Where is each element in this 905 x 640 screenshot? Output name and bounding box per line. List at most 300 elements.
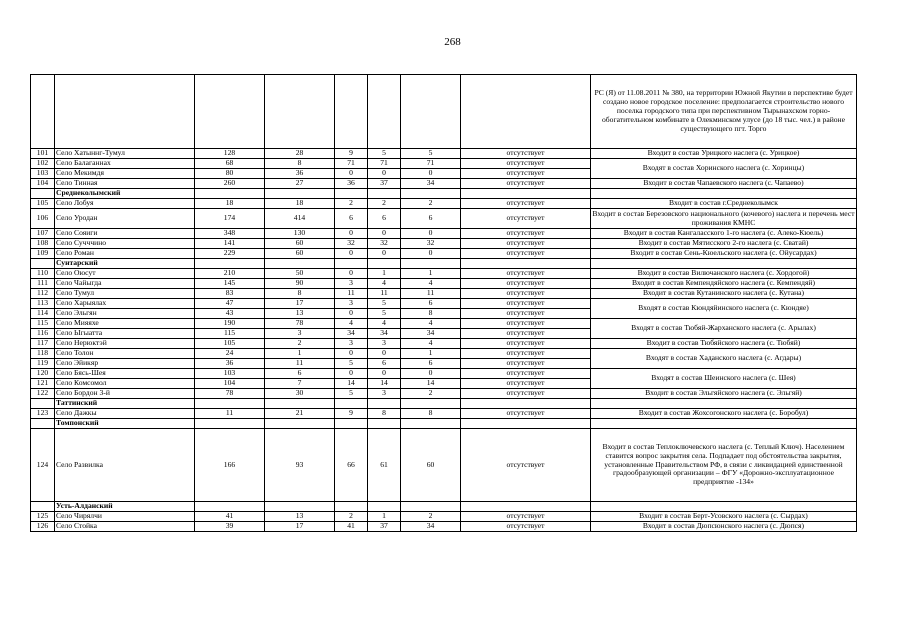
value-cell: 260 [195, 179, 265, 189]
value-cell: 8 [265, 159, 335, 169]
status-cell: отсутствует [461, 179, 591, 189]
region-name: Томпонский [55, 419, 195, 429]
value-cell: 2 [335, 199, 368, 209]
value-cell: 6 [401, 299, 461, 309]
value-cell: 30 [265, 389, 335, 399]
table-row [31, 249, 857, 259]
value-cell: 0 [368, 369, 401, 379]
region-name: Среднеколымский [55, 189, 195, 199]
row-number: 115 [31, 319, 55, 329]
value-cell: 34 [368, 329, 401, 339]
row-number: 118 [31, 349, 55, 359]
region-num-cell [31, 259, 55, 269]
value-cell: 34 [401, 522, 461, 532]
status-cell: отсутствует [461, 339, 591, 349]
affiliation-note: Входит в состав Урицкого наслега (с. Урицкое) [591, 149, 857, 159]
row-number: 126 [31, 522, 55, 532]
value-cell: 0 [368, 229, 401, 239]
table-row [31, 409, 857, 419]
settlement-name: Село Тинная [55, 179, 195, 189]
empty-cell [401, 419, 461, 429]
value-cell: 6 [401, 359, 461, 369]
empty-cell [368, 502, 401, 512]
settlement-name: Село Эльгян [55, 309, 195, 319]
value-cell: 0 [335, 169, 368, 179]
affiliation-note: Входит в состав Кутанинского наслега (с. Кутана) [591, 289, 857, 299]
value-cell: 11 [368, 289, 401, 299]
region-name: Усть-Алданский [55, 502, 195, 512]
value-cell: 1 [401, 349, 461, 359]
table-row [31, 199, 857, 209]
status-cell: отсутствует [461, 349, 591, 359]
value-cell: 0 [368, 249, 401, 259]
affiliation-note: Входит в состав Берт-Усовского наслега (с. Сырдах) [591, 512, 857, 522]
settlement-name: Село Тумул [55, 289, 195, 299]
value-cell: 3 [368, 339, 401, 349]
empty-cell [461, 399, 591, 409]
settlement-name: Село Уродан [55, 209, 195, 229]
settlement-name: Село Балаганнах [55, 159, 195, 169]
settlement-name: Село Сучччино [55, 239, 195, 249]
value-cell: 36 [335, 179, 368, 189]
empty-cell [401, 399, 461, 409]
value-cell: 5 [335, 389, 368, 399]
value-cell: 130 [265, 229, 335, 239]
status-cell: отсутствует [461, 309, 591, 319]
value-cell: 17 [265, 522, 335, 532]
row-number: 116 [31, 329, 55, 339]
empty-cell [265, 189, 335, 199]
value-cell: 2 [401, 512, 461, 522]
empty-cell [368, 399, 401, 409]
affiliation-note: Входит в состав Мятисского 2-го наслега (с. Сватай) [591, 239, 857, 249]
page-number: 268 [444, 36, 461, 48]
value-cell: 0 [335, 369, 368, 379]
value-cell: 80 [195, 169, 265, 179]
value-cell: 37 [368, 522, 401, 532]
empty-cell [195, 259, 265, 269]
status-cell: отсутствует [461, 409, 591, 419]
value-cell: 2 [368, 199, 401, 209]
row-number: 111 [31, 279, 55, 289]
settlement-name: Село Бордон 3-й [55, 389, 195, 399]
value-cell: 0 [335, 249, 368, 259]
empty-cell [368, 419, 401, 429]
row-number: 113 [31, 299, 55, 309]
table-row [31, 269, 857, 279]
empty-cell [195, 502, 265, 512]
value-cell: 2 [401, 199, 461, 209]
status-cell: отсутствует [461, 369, 591, 379]
value-cell: 3 [335, 299, 368, 309]
empty-cell [401, 502, 461, 512]
status-cell: отсутствует [461, 522, 591, 532]
empty-cell [368, 189, 401, 199]
status-cell: отсутствует [461, 359, 591, 369]
region-row [31, 259, 857, 269]
value-cell: 141 [195, 239, 265, 249]
value-cell: 34 [335, 329, 368, 339]
region-name: Сунтарский [55, 259, 195, 269]
empty-cell [591, 502, 857, 512]
settlement-name: Село Харыялах [55, 299, 195, 309]
settlement-name: Село Толон [55, 349, 195, 359]
empty-cell [461, 419, 591, 429]
empty-cell [591, 259, 857, 269]
value-cell: 210 [195, 269, 265, 279]
status-cell: отсутствует [461, 239, 591, 249]
affiliation-note: Входят в состав Тюбяй-Жарханского наслега (с. Арылах) [591, 319, 857, 339]
value-cell: 6 [335, 209, 368, 229]
value-cell: 14 [368, 379, 401, 389]
status-cell: отсутствует [461, 429, 591, 502]
table-row [31, 239, 857, 249]
value-cell: 1 [368, 512, 401, 522]
status-cell: отсутствует [461, 379, 591, 389]
status-cell: отсутствует [461, 299, 591, 309]
affiliation-note: Входят в состав Кюндяйинского наслега (с. Кюндяе) [591, 299, 857, 319]
table-row [31, 209, 857, 229]
value-cell: 5 [368, 309, 401, 319]
value-cell: 60 [401, 429, 461, 502]
region-name: Таттинский [55, 399, 195, 409]
value-cell: 14 [335, 379, 368, 389]
row-number: 103 [31, 169, 55, 179]
table-row [31, 159, 857, 169]
value-cell: 5 [401, 149, 461, 159]
value-cell: 0 [401, 169, 461, 179]
table-body [31, 75, 857, 532]
row-number: 101 [31, 149, 55, 159]
table-row-top [31, 75, 857, 149]
value-cell: 0 [335, 349, 368, 359]
status-cell: отсутствует [461, 149, 591, 159]
value-cell: 43 [195, 309, 265, 319]
affiliation-note: Входит в состав г.Среднеколымск [591, 199, 857, 209]
status-cell: отсутствует [461, 229, 591, 239]
region-num-cell [31, 399, 55, 409]
table-row [31, 229, 857, 239]
settlement-name: Село Стойка [55, 522, 195, 532]
status-cell: отсутствует [461, 279, 591, 289]
status-cell: отсутствует [461, 169, 591, 179]
table-row [31, 319, 857, 329]
region-row [31, 399, 857, 409]
settlement-name: Село Развилка [55, 429, 195, 502]
empty-cell [461, 502, 591, 512]
value-cell: 3 [335, 279, 368, 289]
value-cell: 0 [368, 169, 401, 179]
empty-cell [591, 419, 857, 429]
status-cell: отсутствует [461, 329, 591, 339]
value-cell: 66 [335, 429, 368, 502]
value-cell: 2 [335, 512, 368, 522]
value-cell: 4 [401, 279, 461, 289]
value-cell: 24 [195, 349, 265, 359]
empty-cell [461, 259, 591, 269]
value-cell: 18 [195, 199, 265, 209]
affiliation-note: Входит в состав Березовского национального (кочевого) наслега и перечень мест проживания КМНС [592, 208, 855, 227]
row-number: 120 [31, 369, 55, 379]
value-cell: 41 [195, 512, 265, 522]
value-cell: 4 [401, 339, 461, 349]
status-cell: отсутствует [461, 512, 591, 522]
value-cell: 0 [335, 229, 368, 239]
value-cell: 9 [335, 149, 368, 159]
table-row [31, 289, 857, 299]
value-cell: 34 [401, 329, 461, 339]
value-cell: 71 [368, 159, 401, 169]
row-number: 123 [31, 409, 55, 419]
value-cell: 32 [335, 239, 368, 249]
empty-cell [335, 399, 368, 409]
value-cell: 6 [265, 369, 335, 379]
value-cell: 36 [195, 359, 265, 369]
table-row [31, 179, 857, 189]
value-cell: 47 [195, 299, 265, 309]
value-cell: 166 [195, 429, 265, 502]
value-cell: 50 [265, 269, 335, 279]
region-row [31, 419, 857, 429]
value-cell: 2 [401, 389, 461, 399]
settlement-name: Село Чирялчи [55, 512, 195, 522]
table-row [31, 339, 857, 349]
value-cell: 11 [335, 289, 368, 299]
table-row [31, 389, 857, 399]
settlement-name: Село Нерюктэй [55, 339, 195, 349]
value-cell: 5 [368, 149, 401, 159]
status-cell: отсутствует [461, 249, 591, 259]
value-cell: 8 [401, 409, 461, 419]
table-row [31, 429, 857, 502]
row-number: 107 [31, 229, 55, 239]
value-cell: 105 [195, 339, 265, 349]
affiliation-note: Входят в состав Хоринского наслега (с. Хоринцы) [591, 159, 857, 179]
empty-cell [401, 189, 461, 199]
settlement-name: Село Сояиги [55, 229, 195, 239]
value-cell: 4 [368, 319, 401, 329]
empty-cell [265, 259, 335, 269]
status-cell: отсутствует [461, 209, 591, 229]
empty-cell [195, 419, 265, 429]
value-cell: 60 [265, 249, 335, 259]
value-cell: 1 [265, 349, 335, 359]
value-cell: 83 [195, 289, 265, 299]
row-number: 119 [31, 359, 55, 369]
row-number: 105 [31, 199, 55, 209]
empty-cell [265, 399, 335, 409]
value-cell: 0 [401, 229, 461, 239]
row-number: 102 [31, 159, 55, 169]
settlements-table [30, 74, 857, 532]
empty-cell [265, 502, 335, 512]
affiliation-note: Входит в состав Сень-Кюельского наслега (с. Ойусардах) [591, 249, 857, 259]
top-note: РС (Я) от 11.08.2011 № 380, на территории Южной Якутии в перспективе будет создано новое городское поселение: предполагается строительство нового поселка городского типа при перспективном Тырынахском горно-обогатительном комбинате в Олекминском улусе (до 18 тыс. чел.) в районе существующего пгт. Торго [591, 75, 857, 149]
value-cell: 0 [401, 369, 461, 379]
value-cell: 414 [265, 209, 335, 229]
value-cell: 11 [265, 359, 335, 369]
row-number: 124 [31, 429, 55, 502]
empty-cell [368, 259, 401, 269]
value-cell: 104 [195, 379, 265, 389]
row-number: 108 [31, 239, 55, 249]
empty-cell [591, 189, 857, 199]
settlement-name: Село Мекимдя [55, 169, 195, 179]
row-number: 106 [31, 209, 55, 229]
empty-cell [335, 189, 368, 199]
value-cell: 14 [401, 379, 461, 389]
value-cell: 5 [335, 359, 368, 369]
value-cell: 4 [401, 319, 461, 329]
row-number: 112 [31, 289, 55, 299]
value-cell: 348 [195, 229, 265, 239]
region-num-cell [31, 419, 55, 429]
value-cell: 41 [335, 522, 368, 532]
value-cell: 39 [195, 522, 265, 532]
value-cell: 3 [368, 389, 401, 399]
value-cell: 32 [401, 239, 461, 249]
empty-cell [591, 399, 857, 409]
empty-cell [195, 399, 265, 409]
settlement-name: Село Чайыгда [55, 279, 195, 289]
value-cell: 4 [368, 279, 401, 289]
value-cell: 5 [368, 299, 401, 309]
status-cell: отсутствует [461, 389, 591, 399]
value-cell: 174 [195, 209, 265, 229]
affiliation-note: Входит в состав Дюпсюнского наслега (с. Дюпся) [591, 522, 857, 532]
value-cell: 68 [195, 159, 265, 169]
value-cell: 2 [265, 339, 335, 349]
value-cell: 34 [401, 179, 461, 189]
value-cell: 61 [368, 429, 401, 502]
settlement-name: Село Хатыннг-Тумул [55, 149, 195, 159]
empty-cell [265, 419, 335, 429]
empty-cell [401, 259, 461, 269]
value-cell: 3 [265, 329, 335, 339]
row-number: 109 [31, 249, 55, 259]
affiliation-note: Входит в состав Кемпендяйского наслега (с. Кемпендяй) [591, 279, 857, 289]
empty-cell [335, 419, 368, 429]
value-cell: 27 [265, 179, 335, 189]
row-number: 114 [31, 309, 55, 319]
status-cell: отсутствует [461, 289, 591, 299]
value-cell: 71 [335, 159, 368, 169]
settlement-name: Село Роман [55, 249, 195, 259]
table-row [31, 299, 857, 309]
value-cell: 6 [368, 209, 401, 229]
value-cell: 11 [195, 409, 265, 419]
settlement-name: Село Ыгыатта [55, 329, 195, 339]
region-num-cell [31, 189, 55, 199]
settlement-name: Село Эйикяр [55, 359, 195, 369]
value-cell: 145 [195, 279, 265, 289]
table-row [31, 149, 857, 159]
value-cell: 93 [265, 429, 335, 502]
value-cell: 0 [335, 269, 368, 279]
value-cell: 37 [368, 179, 401, 189]
empty-cell [335, 259, 368, 269]
value-cell: 6 [368, 359, 401, 369]
settlement-name: Село Мияяхе [55, 319, 195, 329]
value-cell: 190 [195, 319, 265, 329]
value-cell: 36 [265, 169, 335, 179]
settlement-name: Село Лобуя [55, 199, 195, 209]
status-cell: отсутствует [461, 269, 591, 279]
value-cell: 103 [195, 369, 265, 379]
row-number: 104 [31, 179, 55, 189]
affiliation-note: Входит в состав Эльгяйского наслега (с. Эльгяй) [591, 389, 857, 399]
value-cell: 8 [265, 289, 335, 299]
value-cell: 8 [401, 309, 461, 319]
value-cell: 4 [335, 319, 368, 329]
affiliation-note: Входит в состав Вилючанского наслега (с. Хордогой) [591, 269, 857, 279]
affiliation-note: Входит в состав Кангаласского 1-го наслега (с. Алеко-Кюель) [591, 229, 857, 239]
row-number: 117 [31, 339, 55, 349]
value-cell: 90 [265, 279, 335, 289]
region-row [31, 189, 857, 199]
empty-cell [335, 502, 368, 512]
value-cell: 229 [195, 249, 265, 259]
row-number: 110 [31, 269, 55, 279]
settlement-name: Село Комсомол [55, 379, 195, 389]
table-row [31, 522, 857, 532]
value-cell: 17 [265, 299, 335, 309]
value-cell: 28 [265, 149, 335, 159]
affiliation-note: Входит в состав Теплоключевского наслега (с. Теплый Ключ). Населением ставится вопрос закрытия села. Подпадает под обстоятельства закрытия, установленные Правительством РФ, в связи с ликвидацией единственной градообразующей организации – ФГУ «Дорожно-эксплуатационное предприятие -134» [591, 429, 857, 502]
row-number: 125 [31, 512, 55, 522]
value-cell: 13 [265, 309, 335, 319]
value-cell: 8 [368, 409, 401, 419]
value-cell: 18 [265, 199, 335, 209]
value-cell: 115 [195, 329, 265, 339]
value-cell: 0 [335, 309, 368, 319]
status-cell: отсутствует [461, 199, 591, 209]
settlement-name: Село Дажкы [55, 409, 195, 419]
affiliation-note: Входят в состав Хаданского наслега (с. Агдары) [591, 349, 857, 369]
value-cell: 13 [265, 512, 335, 522]
value-cell: 21 [265, 409, 335, 419]
empty-cell [461, 189, 591, 199]
table-row [31, 349, 857, 359]
affiliation-note: Входят в состав Шеинского наслега (с. Шея) [591, 369, 857, 389]
value-cell: 78 [265, 319, 335, 329]
affiliation-note: Входит в состав Чапаевского наслега (с. Чапаево) [591, 179, 857, 189]
value-cell: 9 [335, 409, 368, 419]
value-cell: 60 [265, 239, 335, 249]
value-cell: 32 [368, 239, 401, 249]
value-cell: 71 [401, 159, 461, 169]
settlement-name: Село Бясь-Шея [55, 369, 195, 379]
value-cell: 0 [368, 349, 401, 359]
row-number: 121 [31, 379, 55, 389]
value-cell: 3 [335, 339, 368, 349]
value-cell: 128 [195, 149, 265, 159]
value-cell: 7 [265, 379, 335, 389]
region-num-cell [31, 502, 55, 512]
region-row [31, 502, 857, 512]
empty-cell [195, 189, 265, 199]
affiliation-note: Входит в состав Тюбяйского наслега (с. Тюбяй) [591, 339, 857, 349]
table-row [31, 279, 857, 289]
settlement-name: Село Оюсут [55, 269, 195, 279]
value-cell: 1 [401, 269, 461, 279]
value-cell: 6 [401, 209, 461, 229]
value-cell: 78 [195, 389, 265, 399]
status-cell: отсутствует [461, 319, 591, 329]
table-row [31, 512, 857, 522]
value-cell: 11 [401, 289, 461, 299]
value-cell: 1 [368, 269, 401, 279]
